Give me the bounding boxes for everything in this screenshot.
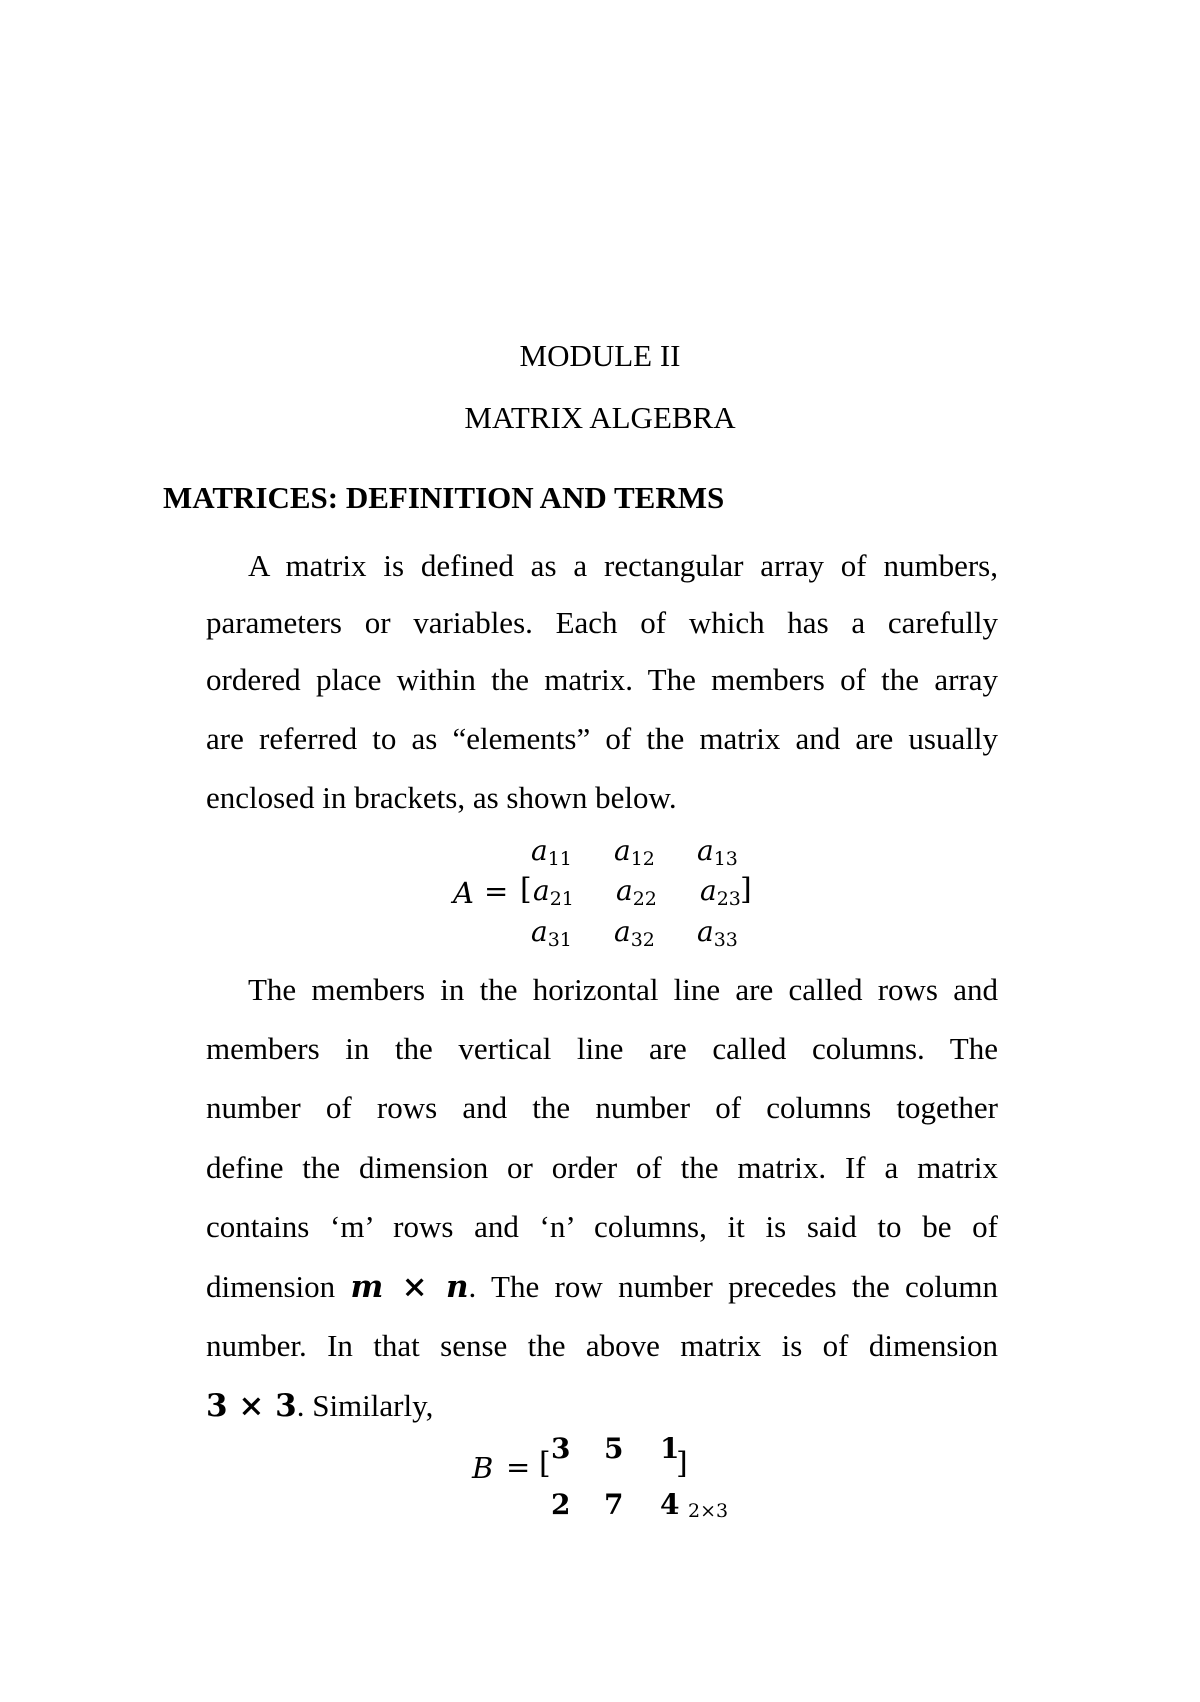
para1-line-3: ordered place within the matrix. The members of the array (206, 662, 998, 697)
matrix-b-name: B (472, 1451, 494, 1485)
matrix-a-left-bracket: [ (520, 872, 532, 907)
dimension-mxn: m × n (350, 1269, 469, 1305)
matrix-a-name: A (453, 876, 474, 910)
para2-line-1: The members in the horizontal line are called rows and (248, 972, 998, 1007)
matrix-a-cell: $a_{32}$ (614, 915, 655, 951)
matrix-a-cell: $a_{11}$ (531, 834, 572, 870)
matrix-a-cell: $a_{12}$ (614, 834, 655, 870)
matrix-a-cell: $a_{22}$ (616, 874, 657, 910)
para1-line-5: enclosed in brackets, as shown below. (206, 780, 677, 815)
matrix-a-cell: $a_{21}$ (533, 874, 574, 910)
matrix-b-right-bracket: ] (676, 1446, 688, 1481)
matrix-b-order: 2×3 (688, 1500, 729, 1522)
matrix-b-cell: 1 (660, 1432, 680, 1465)
matrix-b-cell: 2 (551, 1488, 571, 1521)
subject-title: MATRIX ALGEBRA (464, 400, 736, 435)
matrix-a-cell: $a_{13}$ (697, 834, 738, 870)
dimension-3x3: 3 × 3 (206, 1388, 297, 1424)
matrix-b-cell: 5 (604, 1432, 624, 1465)
para1-line-4: are referred to as “elements” of the matrix and are usually (206, 721, 998, 756)
section-heading: MATRICES: DEFINITION AND TERMS (163, 480, 725, 515)
matrix-b-equals: = (506, 1450, 531, 1484)
matrix-a-right-bracket: ] (740, 872, 752, 907)
para2-line-6: dimension m × n. The row number precedes the column (206, 1269, 998, 1305)
para2-line-4: define the dimension or order of the matrix. If a matrix (206, 1150, 998, 1185)
para2-line-7: number. In that sense the above matrix is of dimension (206, 1328, 998, 1363)
para1-line-1: A matrix is defined as a rectangular array of numbers, (248, 548, 998, 583)
matrix-a-cell: $a_{33}$ (697, 915, 738, 951)
matrix-a-equals: = (484, 874, 509, 908)
matrix-a-cell: $a_{31}$ (531, 915, 572, 951)
matrix-b-left-bracket: [ (539, 1446, 551, 1481)
module-title: MODULE II (519, 338, 681, 373)
matrix-a-cell: $a_{23}$ (700, 874, 741, 910)
para2-line-8: 3 × 3. Similarly, (206, 1388, 434, 1424)
para1-line-2: parameters or variables. Each of which has a carefully (206, 605, 998, 640)
para2-line-5: contains ‘m’ rows and ‘n’ columns, it is said to be of (206, 1209, 998, 1244)
para2-line-2: members in the vertical line are called columns. The (206, 1031, 998, 1066)
matrix-b-cell: 4 (660, 1488, 680, 1521)
matrix-b-cell: 7 (604, 1488, 624, 1521)
para2-line-3: number of rows and the number of columns together (206, 1090, 998, 1125)
matrix-b-cell: 3 (551, 1432, 571, 1465)
